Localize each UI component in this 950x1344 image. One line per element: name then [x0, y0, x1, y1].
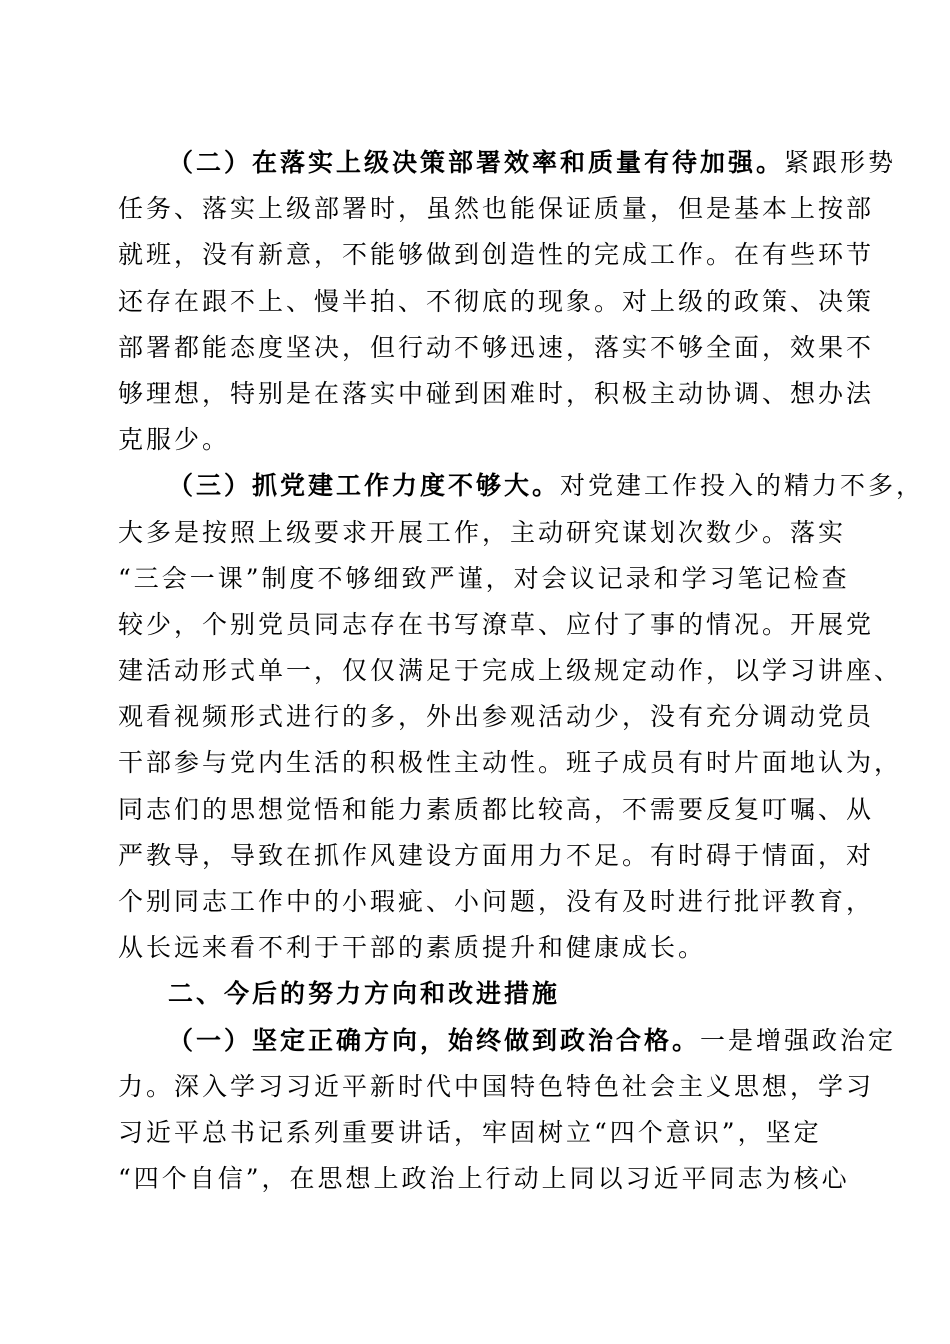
paragraph-line: 个别同志工作中的小瑕疵、小问题，没有及时进行批评教育，	[118, 887, 875, 916]
paragraph-line: 干部参与党内生活的积极性主动性。班子成员有时片面地认为，	[118, 748, 903, 778]
paragraph-line: 克服少。	[118, 425, 231, 455]
paragraph-line: 就班，没有新意，不能够做到创造性的完成工作。在有些环节	[118, 240, 875, 270]
text-run: 紧跟形势	[784, 148, 897, 177]
document-body	[118, 140, 925, 1202]
paragraph-line: 大多是按照上级要求开展工作，主动研究谋划次数少。落实	[118, 517, 847, 547]
paragraph-line: 还存在跟不上、慢半拍、不彻底的现象。对上级的政策、决策	[118, 286, 875, 316]
paragraph-line: 较少，个别党员同志存在书写潦草、应付了事的情况。开展党	[118, 609, 875, 639]
paragraph-line: 力。深入学习习近平新时代中国特色特色社会主义思想，学习	[118, 1071, 875, 1101]
section-heading: （一）坚定正确方向，始终做到政治合格。	[168, 1025, 701, 1055]
text-run: 对党建工作投入的精力不多，	[560, 471, 925, 501]
paragraph-line: 习近平总书记系列重要讲话，牢固树立“四个意识”，坚定	[118, 1117, 822, 1147]
paragraph-line: 同志们的思想觉悟和能力素质都比较高，不需要反复叮嘱、从	[118, 794, 875, 824]
section-heading: （二）在落实上级决策部署效率和质量有待加强。	[168, 148, 785, 177]
paragraph-line	[118, 463, 925, 509]
paragraph-line: 建活动形式单一，仅仅满足于完成上级规定动作，以学习讲座、	[118, 656, 903, 686]
paragraph-line: “三会一课”制度不够细致严谨，对会议记录和学习笔记检查	[118, 563, 850, 593]
paragraph-line	[118, 140, 897, 186]
paragraph-line: 从长远来看不利于干部的素质提升和健康成长。	[118, 933, 707, 963]
paragraph-line	[118, 1018, 897, 1064]
paragraph-line: 严教导，导致在抓作风建设方面用力不足。有时碍于情面，对	[118, 840, 875, 870]
paragraph-line: 任务、落实上级部署时，虽然也能保证质量，但是基本上按部	[118, 194, 875, 224]
paragraph-line: “四个自信”，在思想上政治上行动上同以习近平同志为核心	[118, 1164, 850, 1194]
section-heading: （三）抓党建工作力度不够大。	[168, 471, 561, 501]
paragraph-line: 部署都能态度坚决，但行动不够迅速，落实不够全面，效果不	[118, 332, 875, 362]
paragraph-line: 够理想，特别是在落实中碰到困难时，积极主动协调、想办法	[118, 378, 875, 408]
text-run: 一是增强政治定	[700, 1025, 897, 1055]
part-heading: 二、今后的努力方向和改进措施	[168, 979, 561, 1009]
paragraph-line: 观看视频形式进行的多，外出参观活动少，没有充分调动党员	[118, 702, 875, 732]
